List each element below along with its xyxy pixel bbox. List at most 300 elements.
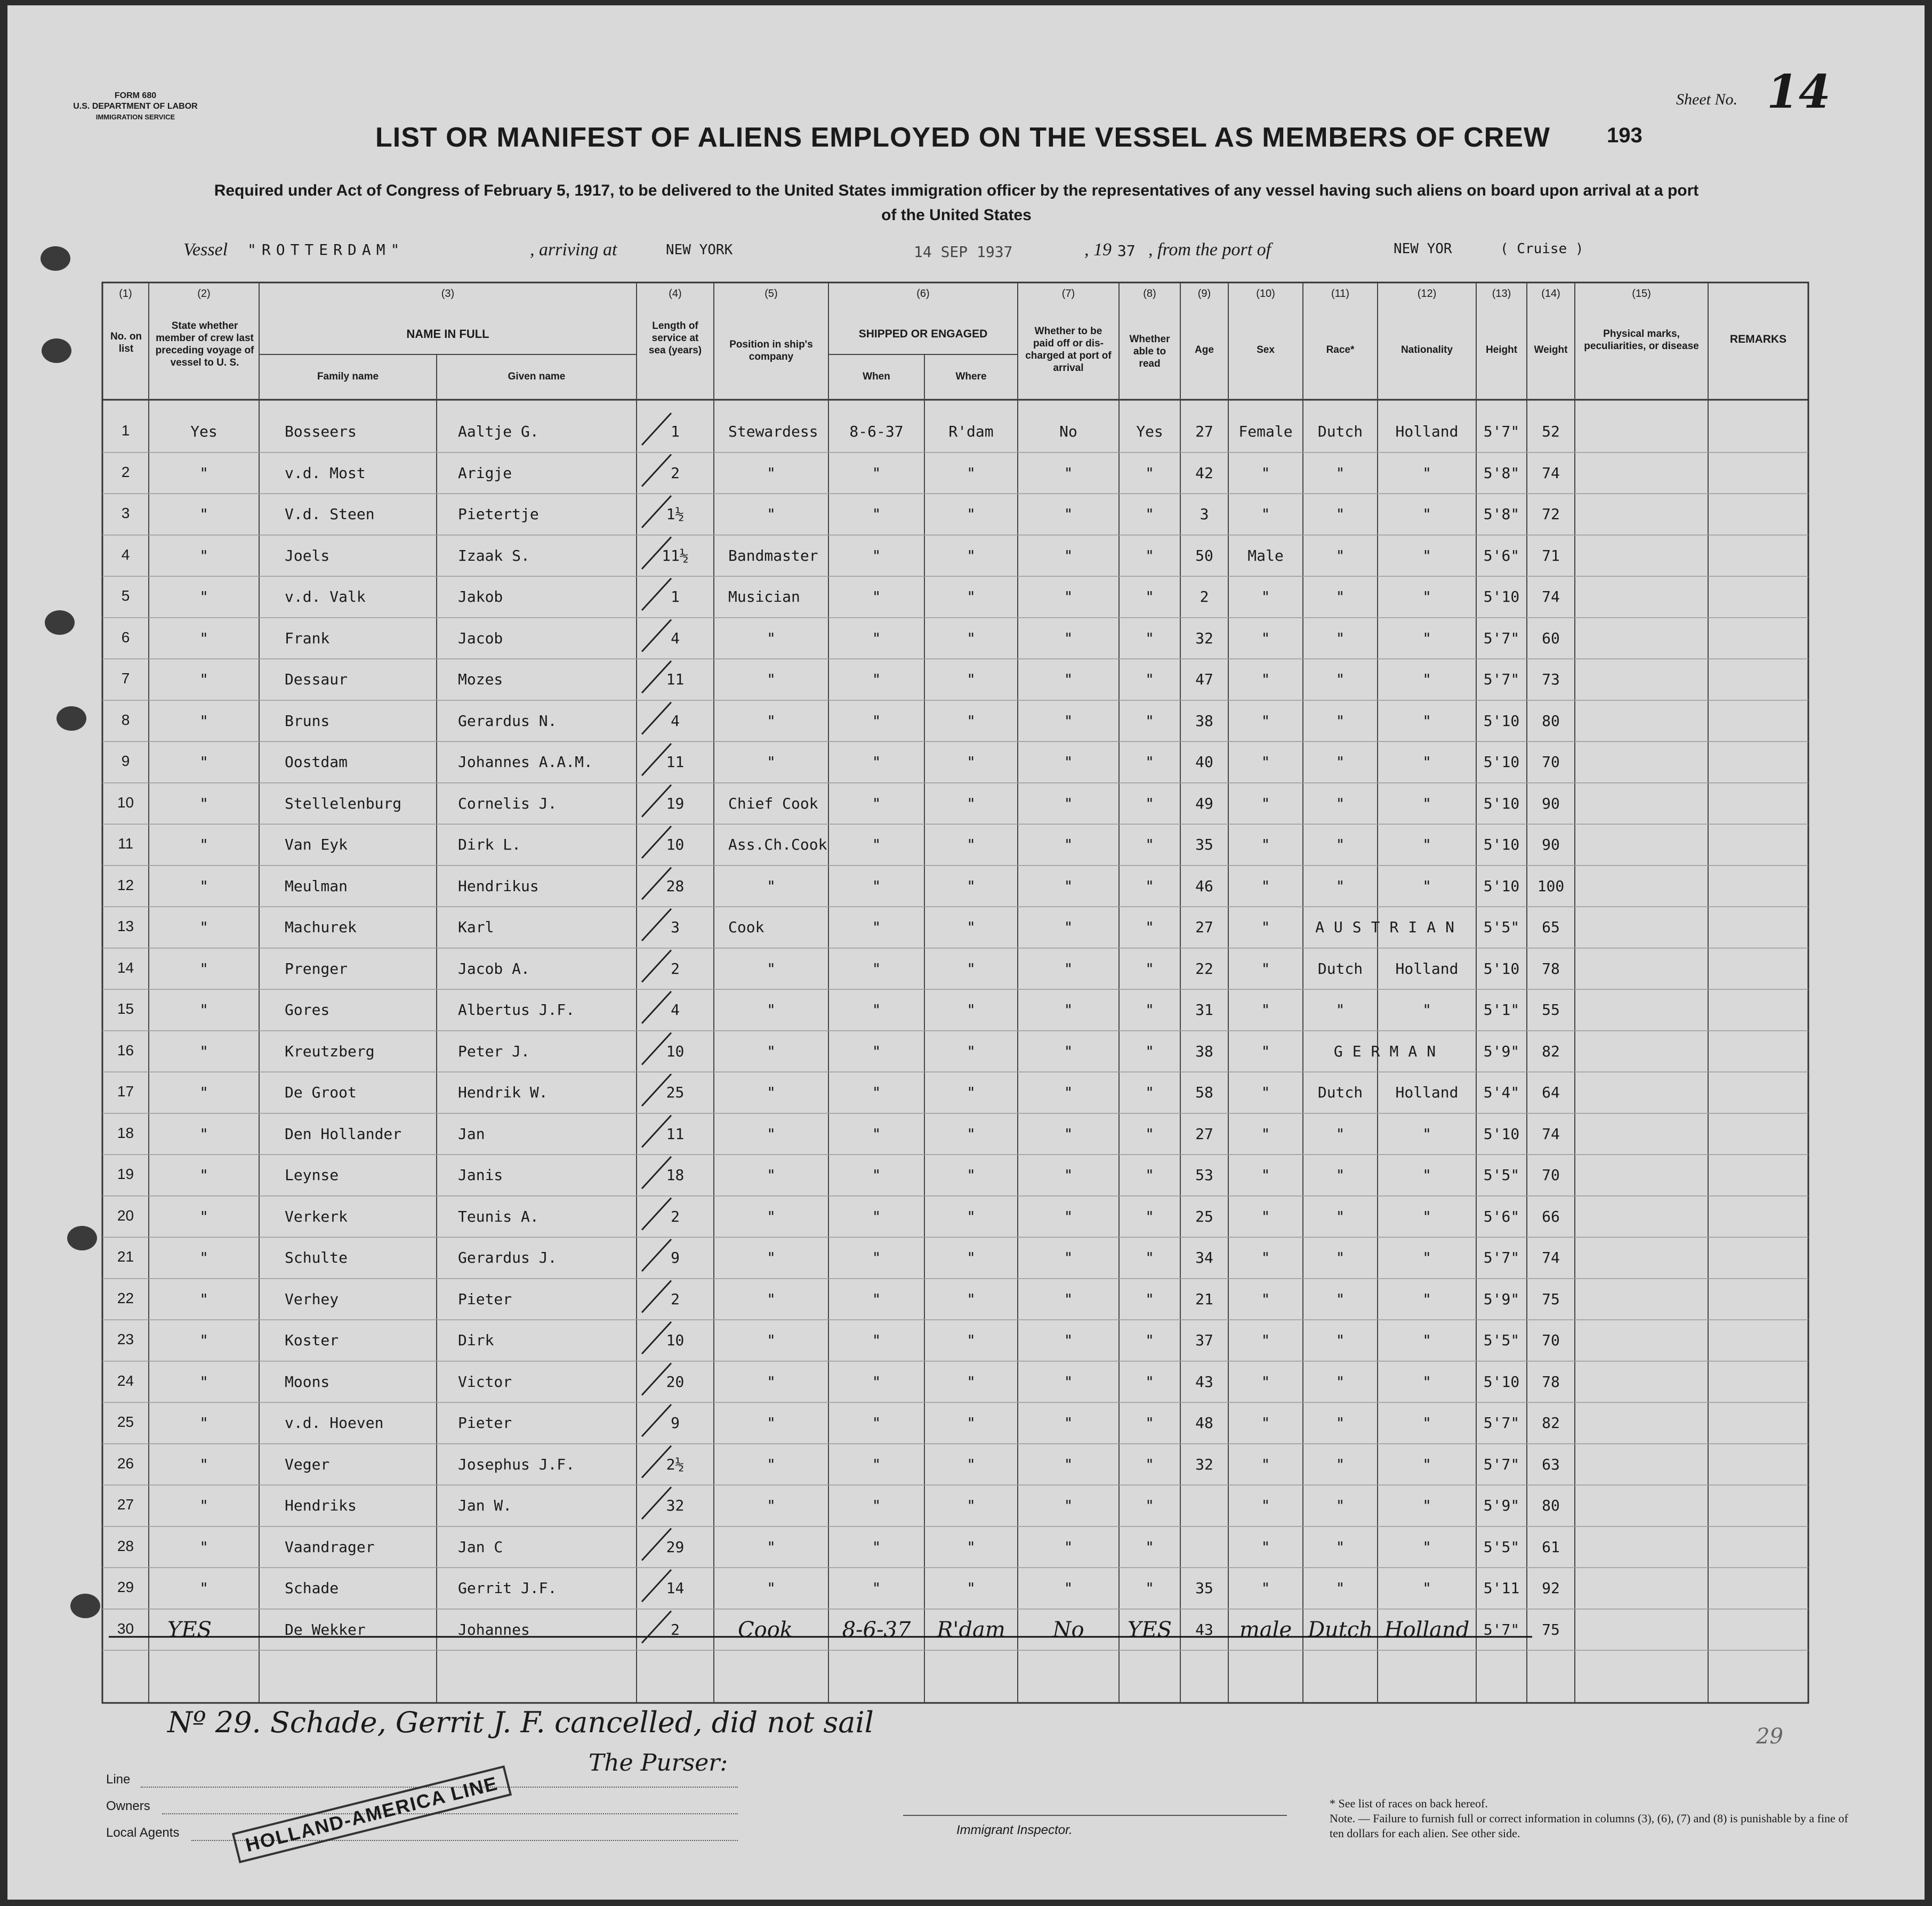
nationality-cell: Holland — [1384, 1617, 1470, 1642]
age-cell: 25 — [1195, 1207, 1213, 1225]
read-ditto: " — [1145, 1042, 1154, 1060]
read-ditto: " — [1145, 1290, 1154, 1308]
given-name: Albertus J.F. — [458, 1001, 575, 1019]
service-length: 2 — [671, 1290, 680, 1308]
race-ditto: " — [1335, 1372, 1345, 1391]
height-cell: 5'7" — [1483, 423, 1520, 440]
where-ditto: " — [967, 588, 976, 605]
weight-cell: 74 — [1542, 588, 1560, 605]
year-prefix: , 19 — [1084, 240, 1112, 260]
family-name: Van Eyk — [285, 836, 348, 853]
service-length: 2 — [671, 1207, 680, 1225]
footer-agents-label: Local Agents — [106, 1826, 180, 1840]
read-ditto: " — [1145, 671, 1154, 688]
given-name: Jacob — [458, 629, 503, 647]
where-ditto: " — [967, 1497, 976, 1514]
family-name: v.d. Valk — [285, 588, 366, 605]
row-number: 26 — [117, 1455, 134, 1472]
service-length: 4 — [671, 712, 680, 730]
header-when: When — [863, 371, 890, 382]
age-cell: 42 — [1195, 464, 1213, 482]
sex-ditto: " — [1261, 1331, 1270, 1349]
weight-cell: 61 — [1542, 1538, 1560, 1556]
weight-cell: 78 — [1542, 959, 1560, 978]
when-ditto: " — [872, 1455, 881, 1473]
when-ditto: " — [872, 546, 881, 564]
age-cell: 37 — [1195, 1331, 1213, 1349]
position-ditto: " — [767, 1331, 776, 1349]
read-ditto: " — [1145, 1414, 1154, 1432]
row-number: 8 — [121, 711, 130, 728]
where-ditto: " — [967, 464, 976, 482]
paid-ditto: " — [1064, 1207, 1073, 1225]
col-num-3: (3) — [441, 288, 455, 300]
given-name: Pieter — [458, 1414, 512, 1432]
service-length: 10 — [666, 836, 685, 853]
age-cell: 58 — [1195, 1084, 1213, 1101]
col-num-1: (1) — [119, 288, 132, 300]
service-length: 29 — [666, 1538, 685, 1556]
paid-ditto: " — [1064, 1166, 1073, 1184]
service-length: 11½ — [662, 546, 689, 564]
given-name: Izaak S. — [458, 546, 530, 564]
header-read: Whether able to read — [1129, 334, 1170, 369]
race-ditto: " — [1335, 1207, 1345, 1225]
member-ditto: " — [199, 1414, 208, 1432]
col-num-9: (9) — [1197, 288, 1211, 300]
nationality-ditto: " — [1422, 712, 1431, 730]
header-where: Where — [955, 371, 987, 382]
given-name: Cornelis J. — [458, 794, 557, 812]
position-ditto: " — [767, 505, 776, 523]
sex-ditto: " — [1261, 1249, 1270, 1266]
weight-cell: 90 — [1542, 794, 1560, 812]
sex-ditto: " — [1261, 1538, 1270, 1556]
when-ditto: " — [872, 1372, 881, 1391]
service-length: 1½ — [666, 505, 685, 523]
family-name: Hendriks — [285, 1497, 357, 1514]
sex-ditto: " — [1261, 877, 1270, 895]
member-ditto: " — [199, 794, 208, 812]
height-cell: 5'10 — [1483, 1125, 1520, 1143]
paid-ditto: " — [1064, 1001, 1073, 1019]
where-ditto: " — [967, 959, 976, 978]
height-cell: 5'7" — [1483, 1249, 1520, 1266]
col-num-7: (7) — [1061, 288, 1075, 300]
position-ditto: " — [767, 464, 776, 482]
given-name: Dirk — [458, 1331, 494, 1349]
read-ditto: " — [1145, 712, 1154, 730]
weight-cell: 74 — [1542, 1125, 1560, 1143]
family-name: Prenger — [285, 959, 348, 978]
position-ditto: " — [767, 1497, 776, 1514]
header-given: Given name — [508, 371, 566, 382]
race-ditto: " — [1335, 1455, 1345, 1473]
remarks-tally: 29 — [1756, 1724, 1783, 1749]
position-ditto: " — [767, 1166, 776, 1184]
row-number: 17 — [117, 1083, 134, 1100]
given-name: Arigje — [458, 464, 512, 482]
weight-cell: 55 — [1542, 1001, 1560, 1019]
weight-cell: 63 — [1542, 1455, 1560, 1473]
member-ditto: " — [199, 1290, 208, 1308]
header-position: Position in ship's company — [729, 339, 813, 362]
given-name: Jakob — [458, 588, 503, 605]
service-length: 11 — [666, 753, 685, 771]
sex-ditto: " — [1261, 918, 1270, 936]
read-ditto: " — [1145, 1249, 1154, 1266]
from-label: , from the port of — [1148, 240, 1271, 260]
member-ditto: " — [199, 1331, 208, 1349]
race-ditto: " — [1335, 877, 1345, 895]
weight-cell: 80 — [1542, 712, 1560, 730]
height-cell: 5'10 — [1483, 588, 1520, 605]
height-cell: 5'5" — [1483, 1538, 1520, 1556]
family-name: Bruns — [285, 712, 330, 730]
position-cell: Cook — [738, 1617, 793, 1642]
sex-ditto: " — [1261, 1166, 1270, 1184]
position-ditto: " — [767, 1042, 776, 1060]
row-number: 27 — [117, 1496, 134, 1513]
service-length: 1 — [671, 588, 680, 605]
read-ditto: " — [1145, 1579, 1154, 1597]
paid-ditto: " — [1064, 1042, 1073, 1060]
read-ditto: " — [1145, 1538, 1154, 1556]
family-name: V.d. Steen — [285, 505, 375, 523]
service-length: 14 — [666, 1579, 685, 1597]
paid-ditto: " — [1064, 464, 1073, 482]
col-num-12: (12) — [1417, 288, 1437, 300]
paid-ditto: " — [1064, 1249, 1073, 1266]
when-ditto: " — [872, 1414, 881, 1432]
family-name: Veger — [285, 1455, 330, 1473]
row-number: 6 — [121, 628, 130, 645]
header-length: Length of service at sea (years) — [648, 320, 702, 356]
position-ditto: " — [767, 629, 776, 647]
member-ditto: " — [199, 588, 208, 605]
where-ditto: " — [967, 1084, 976, 1101]
race-ditto: " — [1335, 753, 1345, 771]
where-ditto: " — [967, 877, 976, 895]
height-cell: 5'5" — [1483, 918, 1520, 936]
race-ditto: " — [1335, 794, 1345, 812]
weight-cell: 92 — [1542, 1579, 1560, 1597]
paid-ditto: " — [1064, 918, 1073, 936]
paid-ditto: " — [1064, 836, 1073, 853]
when-ditto: " — [872, 464, 881, 482]
page-title: LIST OR MANIFEST OF ALIENS EMPLOYED ON THE VESSEL AS MEMBERS OF CREW — [375, 122, 1550, 153]
given-name: Peter J. — [458, 1042, 530, 1060]
weight-cell: 70 — [1542, 1166, 1560, 1184]
when-ditto: " — [872, 753, 881, 771]
race-ditto: " — [1335, 1290, 1345, 1308]
holland-america-line-stamp: HOLLAND-AMERICA LINE — [232, 1765, 512, 1863]
member-ditto: " — [199, 671, 208, 688]
when-ditto: " — [872, 1125, 881, 1143]
height-cell: 5'10 — [1483, 794, 1520, 812]
service-length: 18 — [666, 1166, 685, 1184]
where-cell: R'dam — [948, 423, 994, 440]
sex-ditto: " — [1261, 959, 1270, 978]
given-name: Josephus J.F. — [458, 1455, 575, 1473]
sex-ditto: " — [1261, 588, 1270, 605]
sex-ditto: " — [1261, 1497, 1270, 1514]
when-ditto: " — [872, 629, 881, 647]
member-ditto: " — [199, 1001, 208, 1019]
family-name: Verhey — [285, 1290, 339, 1308]
where-cell: R'dam — [937, 1617, 1005, 1642]
race-nationality-cell: GERMAN — [1333, 1042, 1446, 1060]
height-cell: 5'4" — [1483, 1084, 1520, 1101]
service-length: 19 — [666, 794, 685, 812]
subtitle-line-1: Required under Act of Congress of February 5, 1917, to be delivered to the United States immigration officer by the representatives of any vessel having such aliens on board upon arrival at a port — [214, 182, 1699, 199]
age-cell: 31 — [1195, 1001, 1213, 1019]
member-ditto: " — [199, 505, 208, 523]
member-ditto: " — [199, 918, 208, 936]
row-number: 16 — [117, 1041, 134, 1059]
when-cell: 8-6-37 — [842, 1617, 911, 1642]
where-ditto: " — [967, 1331, 976, 1349]
family-name: De Groot — [285, 1084, 357, 1101]
service-length: 11 — [666, 1125, 685, 1143]
age-cell: 47 — [1195, 671, 1213, 688]
given-name: Hendrik W. — [458, 1084, 548, 1101]
race-ditto: " — [1335, 1125, 1345, 1143]
col-num-5: (5) — [764, 288, 778, 300]
member-ditto: " — [199, 1207, 208, 1225]
row-number: 20 — [117, 1207, 134, 1224]
read-ditto: " — [1145, 1331, 1154, 1349]
member-ditto: " — [199, 1166, 208, 1184]
member-ditto: " — [199, 629, 208, 647]
read-ditto: " — [1145, 505, 1154, 523]
member-ditto: " — [199, 1455, 208, 1473]
read-ditto: " — [1145, 1166, 1154, 1184]
service-length: 4 — [671, 629, 680, 647]
position-cell: Ass.Ch.Cook — [728, 836, 827, 853]
where-ditto: " — [967, 794, 976, 812]
col-num-10: (10) — [1256, 288, 1275, 300]
when-ditto: " — [872, 1290, 881, 1308]
weight-cell: 82 — [1542, 1414, 1560, 1432]
nationality-ditto: " — [1422, 1001, 1431, 1019]
row-number: 25 — [117, 1414, 134, 1430]
nationality-ditto: " — [1422, 1166, 1431, 1184]
given-name: Gerrit J.F. — [458, 1579, 557, 1597]
position-ditto: " — [767, 1084, 776, 1101]
footer-owners-label: Owners — [106, 1799, 150, 1813]
age-cell: 27 — [1195, 423, 1213, 440]
height-cell: 5'10 — [1483, 959, 1520, 978]
member-ditto: " — [199, 1042, 208, 1060]
family-name: Frank — [285, 629, 330, 647]
member-ditto: " — [199, 1249, 208, 1266]
nationality-ditto: " — [1422, 794, 1431, 812]
paid-ditto: " — [1064, 1455, 1073, 1473]
height-cell: 5'8" — [1483, 464, 1520, 482]
nationality-ditto: " — [1422, 1414, 1431, 1432]
family-name: Verkerk — [285, 1207, 348, 1225]
row-number: 1 — [121, 422, 130, 439]
position-cell: Chief Cook — [728, 794, 818, 812]
nationality-ditto: " — [1422, 1455, 1431, 1473]
paid-ditto: " — [1064, 794, 1073, 812]
header-no: No. on list — [110, 331, 142, 354]
where-ditto: " — [967, 1414, 976, 1432]
sex-ditto: " — [1261, 1414, 1270, 1432]
member-ditto: " — [199, 712, 208, 730]
row-number: 13 — [117, 918, 134, 934]
paid-ditto: " — [1064, 505, 1073, 523]
read-ditto: " — [1145, 1455, 1154, 1473]
age-cell: 46 — [1195, 877, 1213, 895]
service-length: 2 — [671, 1620, 680, 1638]
given-name: Gerardus N. — [458, 712, 557, 730]
sex-ditto: " — [1261, 464, 1270, 482]
where-ditto: " — [967, 753, 976, 771]
family-name: Bosseers — [285, 423, 357, 440]
position-ditto: " — [767, 959, 776, 978]
row-number: 30 — [117, 1620, 134, 1637]
nationality-ditto: " — [1422, 1372, 1431, 1391]
sex-cell: Female — [1238, 423, 1293, 440]
penalty-note: Note. — Failure to furnish full or correct information in columns (3), (6), (7) and (8) is punishable by a fine of ten dollars for each alien. See other side. — [1330, 1812, 1848, 1840]
when-ditto: " — [872, 1084, 881, 1101]
age-cell: 32 — [1195, 629, 1213, 647]
where-ditto: " — [967, 1455, 976, 1473]
race-ditto: " — [1335, 1001, 1345, 1019]
member-cell: Yes — [190, 423, 218, 440]
given-name: Karl — [458, 918, 494, 936]
when-ditto: " — [872, 1166, 881, 1184]
weight-cell: 80 — [1542, 1497, 1560, 1514]
nationality-ditto: " — [1422, 1579, 1431, 1597]
row-number: 23 — [117, 1331, 134, 1347]
sex-cell: male — [1239, 1617, 1292, 1642]
paid-ditto: " — [1064, 1290, 1073, 1308]
where-ditto: " — [967, 712, 976, 730]
family-name: Oostdam — [285, 753, 348, 771]
when-ditto: " — [872, 1331, 881, 1349]
family-name: Schulte — [285, 1249, 348, 1266]
where-ditto: " — [967, 1538, 976, 1556]
service-length: 9 — [671, 1249, 680, 1266]
nationality-ditto: " — [1422, 1497, 1431, 1514]
header-weight: Weight — [1534, 344, 1568, 356]
paid-cell: No — [1059, 423, 1077, 440]
family-name: Meulman — [285, 877, 348, 895]
footer-owners-rule — [162, 1813, 738, 1814]
inspector-rule — [903, 1815, 1287, 1816]
family-name: Dessaur — [285, 671, 348, 688]
race-ditto: " — [1335, 629, 1345, 647]
height-cell: 5'11 — [1483, 1579, 1520, 1597]
height-cell: 5'7" — [1483, 1455, 1520, 1473]
weight-cell: 82 — [1542, 1042, 1560, 1060]
family-name: Joels — [285, 546, 330, 564]
when-ditto: " — [872, 836, 881, 853]
from-note: ( Cruise ) — [1500, 241, 1584, 257]
position-ditto: " — [767, 1290, 776, 1308]
member-ditto: " — [199, 1125, 208, 1143]
nationality-ditto: " — [1422, 588, 1431, 605]
family-name: Moons — [285, 1372, 330, 1391]
nationality-ditto: " — [1422, 1331, 1431, 1349]
weight-cell: 74 — [1542, 1249, 1560, 1266]
sex-ditto: " — [1261, 794, 1270, 812]
position-ditto: " — [767, 1207, 776, 1225]
weight-cell: 70 — [1542, 1331, 1560, 1349]
given-name: Jan C — [458, 1538, 503, 1556]
read-ditto: " — [1145, 629, 1154, 647]
member-ditto: " — [199, 1497, 208, 1514]
sex-ditto: " — [1261, 836, 1270, 853]
header-member: State whether member of crew last preceding voyage of vessel to U. S. — [155, 320, 254, 368]
age-cell: 27 — [1195, 1125, 1213, 1143]
race-ditto: " — [1335, 1497, 1345, 1514]
paid-ditto: " — [1064, 753, 1073, 771]
read-ditto: " — [1145, 794, 1154, 812]
family-name: Schade — [285, 1579, 339, 1597]
height-cell: 5'6" — [1483, 546, 1520, 564]
from-port: NEW YOR — [1394, 241, 1452, 257]
family-name: Machurek — [285, 918, 357, 936]
read-ditto: " — [1145, 1372, 1154, 1391]
age-cell: 22 — [1195, 959, 1213, 978]
arriving-label: , arriving at — [530, 240, 617, 260]
row-number: 2 — [121, 463, 130, 480]
nationality-ditto: " — [1422, 546, 1431, 564]
race-ditto: " — [1335, 505, 1345, 523]
race-ditto: " — [1335, 1579, 1345, 1597]
service-length: 4 — [671, 1001, 680, 1019]
age-cell: 40 — [1195, 753, 1213, 771]
header-paid: Whether to be paid off or dis-charged at port of arrival — [1025, 326, 1112, 374]
inspector-label: Immigrant Inspector. — [956, 1823, 1073, 1837]
age-cell: 49 — [1195, 794, 1213, 812]
purser-label: The Purser: — [589, 1749, 728, 1776]
col-num-15: (15) — [1632, 288, 1651, 300]
row-number: 19 — [117, 1166, 134, 1182]
service-length: 11 — [666, 671, 685, 688]
where-ditto: " — [967, 1290, 976, 1308]
paid-ditto: " — [1064, 877, 1073, 895]
paid-ditto: " — [1064, 1331, 1073, 1349]
race-ditto: " — [1335, 546, 1345, 564]
weight-cell: 78 — [1542, 1372, 1560, 1391]
where-ditto: " — [967, 629, 976, 647]
sex-ditto: " — [1261, 1084, 1270, 1101]
sex-ditto: " — [1261, 1207, 1270, 1225]
where-ditto: " — [967, 1579, 976, 1597]
service-length: 2½ — [666, 1455, 685, 1473]
family-name: Leynse — [285, 1166, 339, 1184]
where-ditto: " — [967, 1166, 976, 1184]
age-cell: 53 — [1195, 1166, 1213, 1184]
height-cell: 5'10 — [1483, 712, 1520, 730]
position-ditto: " — [767, 877, 776, 895]
weight-cell: 75 — [1542, 1620, 1560, 1638]
sex-ditto: " — [1261, 1001, 1270, 1019]
paid-ditto: " — [1064, 588, 1073, 605]
col-num-11: (11) — [1331, 288, 1350, 300]
paid-ditto: " — [1064, 1579, 1073, 1597]
col-num-14: (14) — [1541, 288, 1560, 300]
department: U.S. DEPARTMENT OF LABOR — [73, 102, 198, 111]
given-name: Hendrikus — [458, 877, 539, 895]
paid-ditto: " — [1064, 1372, 1073, 1391]
family-name: v.d. Most — [285, 464, 366, 482]
